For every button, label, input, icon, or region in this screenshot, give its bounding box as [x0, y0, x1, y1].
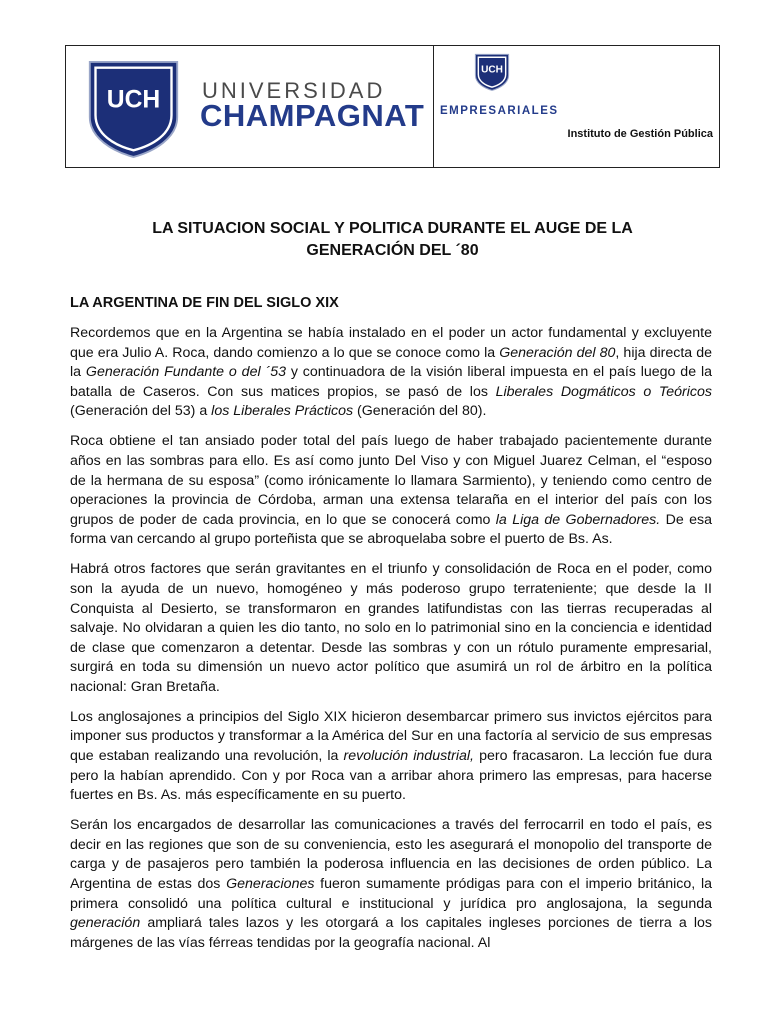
paragraph-text: Habrá otros factores que serán gravitantes en el triunfo y consolidación de Roca en el poder, como son la ayuda de un nuevo, homogéneo y más poderoso grupo terrateniente; que desde la II Conquista al Desierto, se transformaron en grandes latifundistas con las tierras recuperadas al salvaje. No olvidaran a quien les dio tanto, no solo en lo patrimonial sino en la conciencia e identidad de clase que comenzaron a detentar. Desde las sombras y con un rótulo puramente empresarial, surgirá en toda su dimensión un nuevo actor político que asumirá un rol de árbitro en la política nacional: Gran Bretaña.	[70, 561, 712, 695]
paragraph-text: , hija directa de la	[70, 344, 713, 381]
italic-text: la Liga de Gobernadores.	[495, 511, 661, 528]
uch-small-shield-logo	[474, 51, 510, 93]
italic-text: Liberales Dogmáticos o Teóricos	[495, 383, 713, 400]
paragraph	[70, 324, 712, 422]
unit-name: EMPRESARIALES	[440, 105, 559, 117]
paragraph-text: (Generación del 80).	[353, 403, 487, 420]
university-name: CHAMPAGNAT	[200, 98, 425, 133]
italic-text: los Liberales Prácticos	[211, 403, 354, 420]
paragraph-text: Roca obtiene el tan ansiado poder total del país luego de haber trabajado pacientemente durante años en las sombras para ello. Es así como junto Del Viso y con Miguel Juarez Celman, el “esposo de la hermana de su esposa” (como irónicamente lo llamara Sarmiento), y teniendo como centro de operaciones la provincia de Córdoba, arman una extensa telaraña en el interior del país con los grupos de poder de cada provincia, en lo que se conocerá como	[70, 433, 712, 528]
paragraph-text: fueron sumamente pródigas para con el imperio británico, la primera consolidó una política cultural e institucional y jurídica pro anglosajona, la segunda	[70, 876, 712, 912]
document-title	[70, 218, 715, 262]
university-label: UNIVERSIDAD	[202, 78, 386, 103]
uch-logo-text: UCH	[106, 86, 161, 114]
paragraph-text: ampliará tales lazos y les otorgará a los capitales ingleses porciones de tierra a los márgenes de las vías férreas tendidas por la geografía nacional. Al	[70, 915, 712, 951]
title-line-1: LA SITUACION SOCIAL Y POLITICA DURANTE EL AUGE DE LA	[152, 220, 633, 237]
document-body	[70, 324, 712, 964]
italic-text: revolución industrial,	[343, 748, 474, 765]
letterhead	[65, 45, 720, 168]
italic-text: Generación Fundante o del ´53	[85, 364, 286, 381]
paragraph	[70, 816, 712, 953]
university-logo-cell	[66, 46, 434, 167]
paragraph-text: pero fracasaron. La lección fue dura pero la habían aprendido. Con y por Roca van a arribar ahora primero las empresas, para hacerse fuertes en Bs. As. más específicamente en su puerto.	[70, 748, 712, 804]
paragraph-text: y continuadora de la visión liberal impuesta en el país luego de la batalla de Caseros. Con sus matices propios, se pasó de los	[70, 364, 712, 400]
paragraph-text: Serán los encargados de desarrollar las comunicaciones a través del ferrocarril en todo el país, es decir en las regiones que son de su conveniencia, esto les asegurará el monopolio del transporte de carga y de pasajeros pero también la poderosa influencia en las decisiones de orden público. La Argentina de estas dos	[70, 817, 712, 892]
paragraph-text: Los anglosajones a principios del Siglo XIX hicieron desembarcar primero sus invictos ejércitos para imponer sus productos y transformar a la América del Sur en una factoría al servicio de sus empresas que estaban realizando una revolución, la	[70, 708, 712, 765]
italic-text: Generación del 80	[499, 344, 616, 361]
institute-name: Instituto de Gestión Pública	[567, 128, 713, 140]
paragraph-text: Recordemos que en la Argentina se había instalado en el poder un actor fundamental y excluyente que era Julio A. Roca, dando comienzo a lo que se conoce como la	[70, 325, 712, 361]
paragraph	[70, 560, 712, 697]
unit-logo-cell	[434, 46, 719, 167]
paragraph	[70, 708, 712, 806]
paragraph	[70, 432, 712, 550]
uch-shield-logo	[86, 58, 181, 159]
paragraph-text: (Generación del 53) a	[70, 403, 212, 420]
italic-text: Generaciones	[226, 876, 315, 892]
uch-small-logo-text: UCH	[481, 64, 503, 76]
section-heading: LA ARGENTINA DE FIN DEL SIGLO XIX	[70, 295, 339, 311]
italic-text: generación	[70, 915, 141, 932]
paragraph-text: De esa forma van cercando al grupo porteñista que se abroquelaba sobre el puerto de Bs. As.	[70, 511, 712, 548]
title-line-2: GENERACIÓN DEL ´80	[306, 242, 479, 259]
